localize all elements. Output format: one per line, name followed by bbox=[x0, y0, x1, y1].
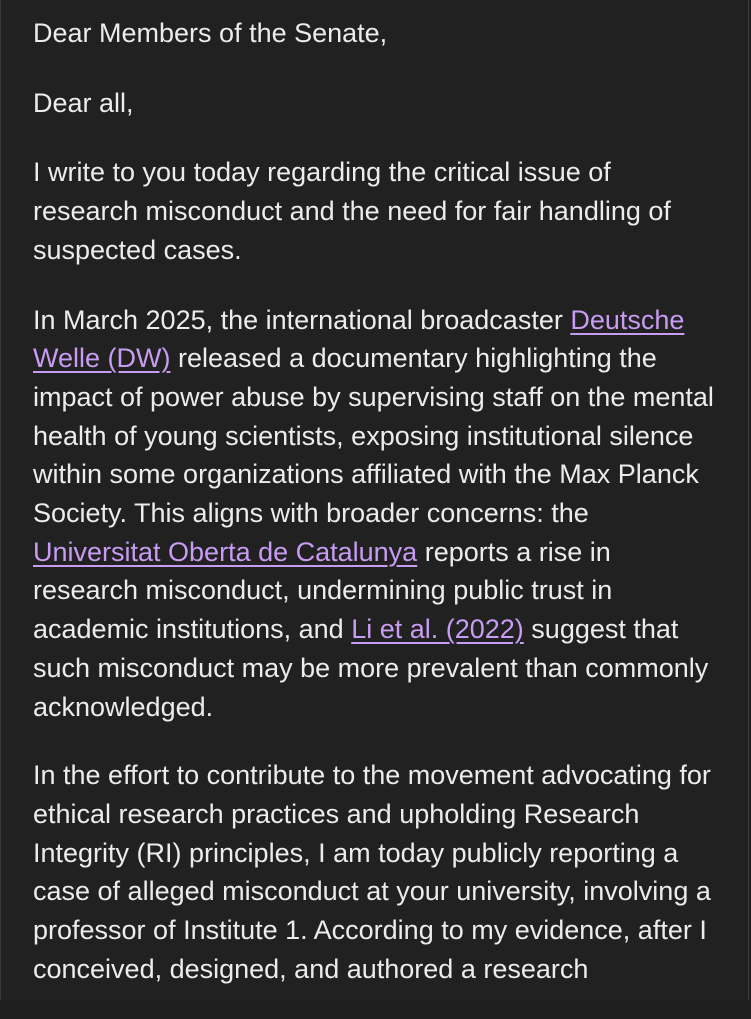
letter-body bbox=[33, 14, 723, 1019]
uoc-link[interactable]: Universitat Oberta de Catalunya bbox=[33, 536, 418, 567]
context-text-d: suggest that such misconduct may be more prevalent than commonly acknowledged. bbox=[33, 614, 709, 722]
salutation-all: Dear all, bbox=[33, 87, 134, 118]
deutsche-welle-link[interactable]: Deutsche Welle (DW) bbox=[33, 304, 685, 374]
context-text-a: In March 2025, the international broadcaster bbox=[33, 304, 571, 335]
salutation-senate: Dear Members of the Senate, bbox=[33, 18, 388, 48]
context-text-c: reports a rise in research misconduct, undermining public trust in academic institutions, and bbox=[33, 536, 613, 645]
context-paragraph bbox=[33, 301, 723, 727]
context-text-b: released a documentary highlighting the impact of power abuse by supervising staff on the mental health of young scientists, exposing institutional silence within some organizations affiliated with the Max Planck Society. This aligns with broader concerns: the bbox=[33, 343, 714, 529]
report-paragraph: In the effort to contribute to the movement advocating for ethical research practices and upholding Research Integrity (RI) principles, I am today publicly reporting a case of alleged misconduct at your university, involving a professor of Institute 1. According to my evidence, after I conceived, designed, and authored a research bbox=[33, 760, 711, 984]
intro-paragraph: I write to you today regarding the critical issue of research misconduct and the need for fair handling of suspected cases. bbox=[33, 157, 671, 265]
li-et-al-link[interactable]: Li et al. (2022) bbox=[351, 614, 524, 645]
